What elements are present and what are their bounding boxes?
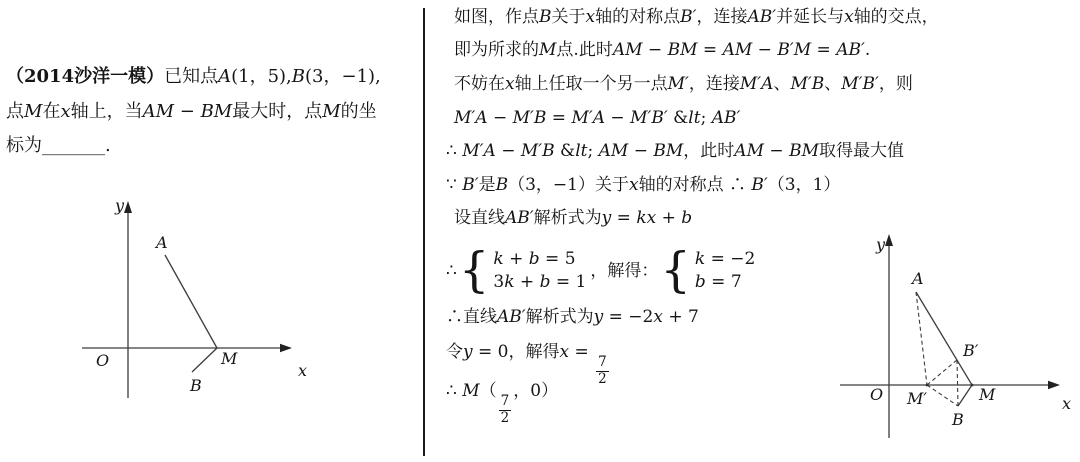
left-brace-2: { bbox=[660, 241, 691, 298]
solution-line-11 bbox=[446, 380, 558, 426]
segment-A-M bbox=[165, 255, 217, 348]
equation-stack-2 bbox=[695, 248, 755, 294]
solution-line-5: ∴ M′A − M′B &lt; AM − BM，此时AM − BM取得最大值 bbox=[446, 141, 904, 161]
label-B: B bbox=[952, 410, 964, 429]
label-x: x bbox=[298, 361, 308, 380]
solution-line-1: 如图，作点B关于x轴的对称点B′，连接AB′并延长与x轴的交点， bbox=[454, 7, 939, 27]
solution-line-6: ∵ B′是B（3，−1）关于x轴的对称点 ∴ B′（3，1） bbox=[446, 175, 841, 195]
dashed-Bprime-B bbox=[957, 360, 958, 406]
problem-text-line-2: 点M在x轴上，当AM − BM最大时，点M的坐 bbox=[6, 101, 377, 122]
dashed-Mprime-B bbox=[927, 385, 958, 406]
label-y: y bbox=[875, 235, 885, 254]
solve-connector: ，解得： bbox=[590, 260, 659, 281]
point-M-prime bbox=[926, 384, 929, 387]
equation-stack-1 bbox=[493, 248, 586, 294]
fraction-seven-halves bbox=[596, 355, 609, 387]
problem-text-line-3: 标为_______. bbox=[6, 135, 111, 156]
figure-solution bbox=[836, 226, 1078, 458]
problem-text-line-1 bbox=[6, 65, 381, 88]
left-brace-1: { bbox=[458, 241, 490, 298]
dashed-A-Mprime bbox=[916, 292, 927, 385]
label-B-prime: B′ bbox=[963, 341, 979, 360]
fraction-numerator-2: 7 bbox=[500, 393, 510, 409]
dashed-Mprime-Bprime bbox=[927, 360, 957, 385]
label-B: B bbox=[190, 376, 202, 395]
fraction-denominator-2: 2 bbox=[500, 409, 510, 426]
fraction-seven-halves-2 bbox=[499, 394, 512, 426]
solution-line-3: 不妨在x轴上任取一个另一点M′，连接M′A、M′B、M′B′，则 bbox=[454, 74, 913, 94]
equation-1-top: k + b = 5 bbox=[493, 249, 576, 269]
solution-line-11-post: ，0） bbox=[513, 381, 559, 401]
label-M-prime: M′ bbox=[907, 389, 928, 408]
label-y: y bbox=[114, 196, 124, 215]
equation-2-bottom: b = 7 bbox=[694, 271, 742, 292]
solution-line-9: ∴直线AB′解析式为y = −2x + 7 bbox=[446, 307, 699, 327]
label-origin: O bbox=[870, 385, 884, 404]
problem-column bbox=[0, 0, 423, 462]
x-axis-arrow-icon bbox=[1048, 381, 1060, 390]
x-axis-arrow-icon bbox=[280, 344, 292, 353]
fraction-denominator: 2 bbox=[598, 370, 607, 387]
label-A: A bbox=[156, 233, 168, 252]
equation-system bbox=[446, 241, 757, 298]
solution-line-2: 即为所求的M点.此时AM − BM = AM − B′M = AB′. bbox=[454, 40, 871, 60]
solution-line-10-text: 令y = 0，解得x = bbox=[446, 342, 595, 362]
y-axis-arrow-icon bbox=[885, 234, 893, 246]
solution-line-11-pre: ∴ M（ bbox=[446, 381, 497, 401]
equation-2-top: k = −2 bbox=[694, 249, 756, 269]
solution-line-4: M′A − M′B = M′A − M′B′ &lt; AB′ bbox=[454, 108, 741, 128]
column-divider bbox=[423, 8, 425, 456]
label-x: x bbox=[1062, 394, 1072, 413]
label-origin: O bbox=[96, 351, 110, 370]
label-M: M bbox=[979, 385, 996, 404]
point-M bbox=[971, 384, 974, 387]
label-A: A bbox=[912, 269, 924, 288]
figure-problem bbox=[54, 195, 324, 410]
segment-M-B bbox=[958, 385, 972, 406]
equation-1-bottom: 3k + b = 1 bbox=[493, 271, 587, 292]
solution-line-7: 设直线AB′解析式为y = kx + b bbox=[454, 208, 693, 228]
problem-text-1: 已知点A(1，5),B(3，−1), bbox=[164, 66, 381, 87]
fraction-numerator: 7 bbox=[598, 354, 607, 370]
label-M: M bbox=[221, 349, 238, 368]
y-axis-arrow-icon bbox=[124, 201, 132, 213]
therefore-symbol: ∴ bbox=[446, 260, 457, 281]
segment-M-B bbox=[192, 348, 217, 372]
problem-source-tag: （2014沙洋一模） bbox=[6, 66, 165, 87]
